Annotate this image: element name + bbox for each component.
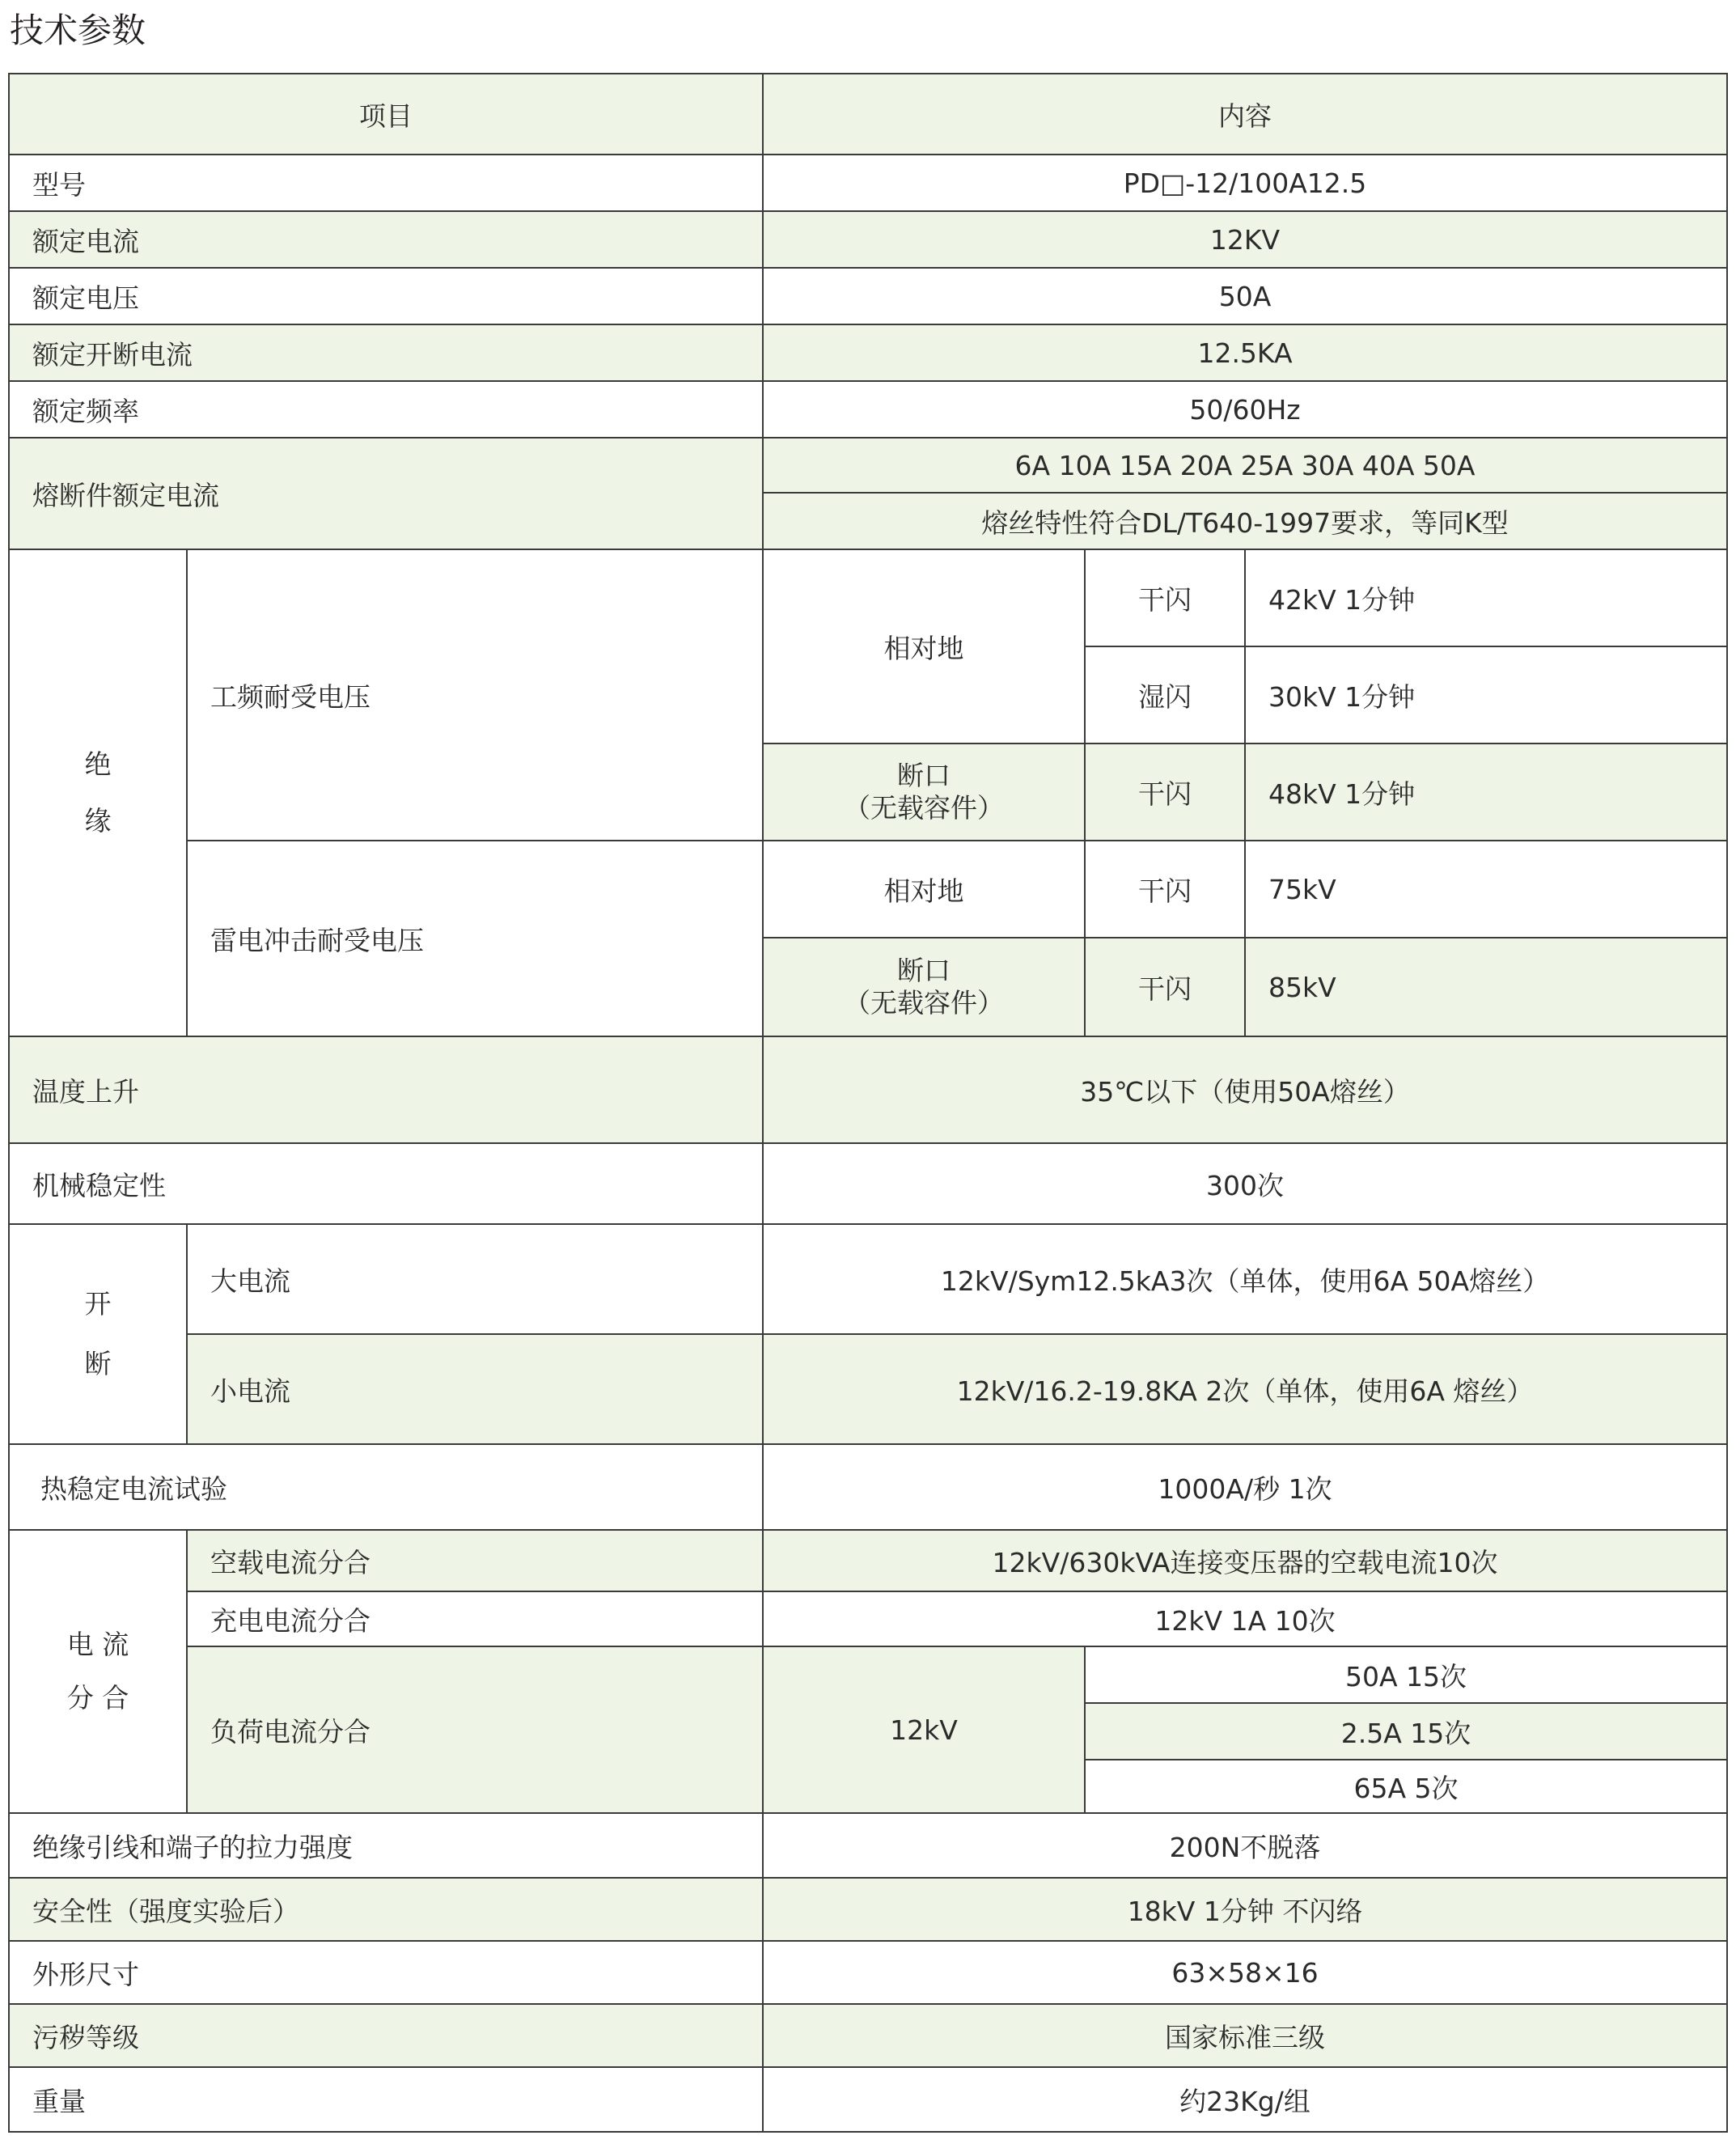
page-title: 技术参数: [10, 11, 146, 50]
breaking-test-label: [9, 1224, 187, 1444]
tensile-label: 绝缘引线和端子的拉力强度: [9, 1813, 763, 1878]
charging-label: 充电电流分合: [187, 1591, 763, 1646]
row-model: [9, 155, 1727, 211]
tensile-value: 200N不脱落: [763, 1813, 1727, 1878]
lightning-to-ground: 相对地: [763, 841, 1085, 938]
row-fuse: [9, 438, 1727, 493]
row-thermal: [9, 1444, 1727, 1530]
temp-rise-label: 温度上升: [9, 1036, 763, 1143]
weight-value: 约23Kg/组: [763, 2067, 1727, 2132]
rated-voltage-label: 额定电压: [9, 268, 763, 324]
fuse-label: 熔断件额定电流: [9, 438, 763, 549]
safety-label: 安全性（强度实验后）: [9, 1878, 763, 1941]
breaking-value: 12.5KA: [763, 324, 1727, 381]
thermal-value: 1000A/秒 1次: [763, 1444, 1727, 1530]
insulation-label-1: 绝: [84, 748, 112, 780]
model-label: 型号: [9, 155, 763, 211]
row-breaking-small: [9, 1334, 1727, 1444]
power-freq-to-ground: 相对地: [763, 549, 1085, 744]
pollution-label: 污秽等级: [9, 2004, 763, 2067]
rated-current-value: 12KV: [763, 211, 1727, 268]
size-label: 外形尺寸: [9, 1941, 763, 2004]
no-load-value: 12kV/630kVA连接变压器的空载电流10次: [763, 1530, 1727, 1591]
breaking-test-label-2: 断: [84, 1348, 112, 1379]
insulation-label-2: 缘: [84, 805, 112, 837]
rated-current-label: 额定电流: [9, 211, 763, 268]
breaking-small-label: 小电流: [187, 1334, 763, 1444]
spec-table: [8, 73, 1728, 2133]
power-freq-break: [763, 744, 1085, 841]
safety-value: 18kV 1分钟 不闪络: [763, 1878, 1727, 1941]
lightning-break-dry: 干闪: [1085, 938, 1245, 1036]
switching-label: [9, 1530, 187, 1813]
load-value-3: 65A 5次: [1085, 1760, 1727, 1813]
row-insulation-dry: [9, 549, 1727, 646]
lightning-dry: 干闪: [1085, 841, 1245, 938]
breaking-large-label: 大电流: [187, 1224, 763, 1334]
row-weight: [9, 2067, 1727, 2132]
load-value-1: 50A 15次: [1085, 1646, 1727, 1703]
load-value-2: 2.5A 15次: [1085, 1703, 1727, 1760]
row-rated-voltage: [9, 268, 1727, 324]
fuse-note: 熔丝特性符合DL/T640-1997要求，等同K型: [763, 493, 1727, 549]
row-safety: [9, 1878, 1727, 1941]
rated-voltage-value: 50A: [763, 268, 1727, 324]
power-freq-dry: 干闪: [1085, 549, 1245, 646]
table-header-row: [9, 74, 1727, 155]
switching-label-1: 电 流: [66, 1629, 129, 1660]
row-tensile: [9, 1813, 1727, 1878]
fuse-values: 6A 10A 15A 20A 25A 30A 40A 50A: [763, 438, 1727, 493]
mech-label: 机械稳定性: [9, 1143, 763, 1224]
lightning-break-1: 断口: [897, 955, 951, 986]
power-freq-break-2: （无载容件）: [844, 792, 1004, 824]
row-pollution: [9, 2004, 1727, 2067]
power-freq-wet-value: 30kV 1分钟: [1245, 646, 1727, 744]
size-value: 63×58×16: [763, 1941, 1727, 2004]
row-frequency: [9, 381, 1727, 438]
insulation-label: [9, 549, 187, 1036]
lightning-break-2: （无载容件）: [844, 987, 1004, 1019]
thermal-label: 热稳定电流试验: [9, 1444, 763, 1530]
breaking-label: 额定开断电流: [9, 324, 763, 381]
frequency-value: 50/60Hz: [763, 381, 1727, 438]
breaking-small-value: 12kV/16.2-19.8KA 2次（单体，使用6A 熔丝）: [763, 1334, 1727, 1444]
row-rated-current: [9, 211, 1727, 268]
row-charging: [9, 1591, 1727, 1646]
load-voltage: 12kV: [763, 1646, 1085, 1813]
frequency-label: 额定频率: [9, 381, 763, 438]
power-freq-break-value: 48kV 1分钟: [1245, 744, 1727, 841]
row-mech: [9, 1143, 1727, 1224]
lightning-label: 雷电冲击耐受电压: [187, 841, 763, 1036]
weight-label: 重量: [9, 2067, 763, 2132]
power-freq-wet: 湿闪: [1085, 646, 1245, 744]
power-freq-dry-value: 42kV 1分钟: [1245, 549, 1727, 646]
breaking-large-value: 12kV/Sym12.5kA3次（单体，使用6A 50A熔丝）: [763, 1224, 1727, 1334]
row-lightning-ground: [9, 841, 1727, 938]
charging-value: 12kV 1A 10次: [763, 1591, 1727, 1646]
row-breaking-large: [9, 1224, 1727, 1334]
no-load-label: 空载电流分合: [187, 1530, 763, 1591]
power-freq-break-1: 断口: [897, 760, 951, 791]
switching-label-2: 分 合: [66, 1682, 129, 1714]
pollution-value: 国家标准三级: [763, 2004, 1727, 2067]
lightning-break-value: 85kV: [1245, 938, 1727, 1036]
row-breaking: [9, 324, 1727, 381]
breaking-test-label-1: 开: [84, 1288, 112, 1320]
lightning-break: [763, 938, 1085, 1036]
row-temp-rise: [9, 1036, 1727, 1143]
model-value: PD□-12/100A12.5: [763, 155, 1727, 211]
mech-value: 300次: [763, 1143, 1727, 1224]
header-content: 内容: [763, 74, 1727, 155]
row-no-load: [9, 1530, 1727, 1591]
lightning-dry-value: 75kV: [1245, 841, 1727, 938]
power-freq-break-dry: 干闪: [1085, 744, 1245, 841]
temp-rise-value: 35℃以下（使用50A熔丝）: [763, 1036, 1727, 1143]
load-label: 负荷电流分合: [187, 1646, 763, 1813]
row-load-1: [9, 1646, 1727, 1703]
row-size: [9, 1941, 1727, 2004]
header-item: 项目: [9, 74, 763, 155]
power-freq-label: 工频耐受电压: [187, 549, 763, 841]
